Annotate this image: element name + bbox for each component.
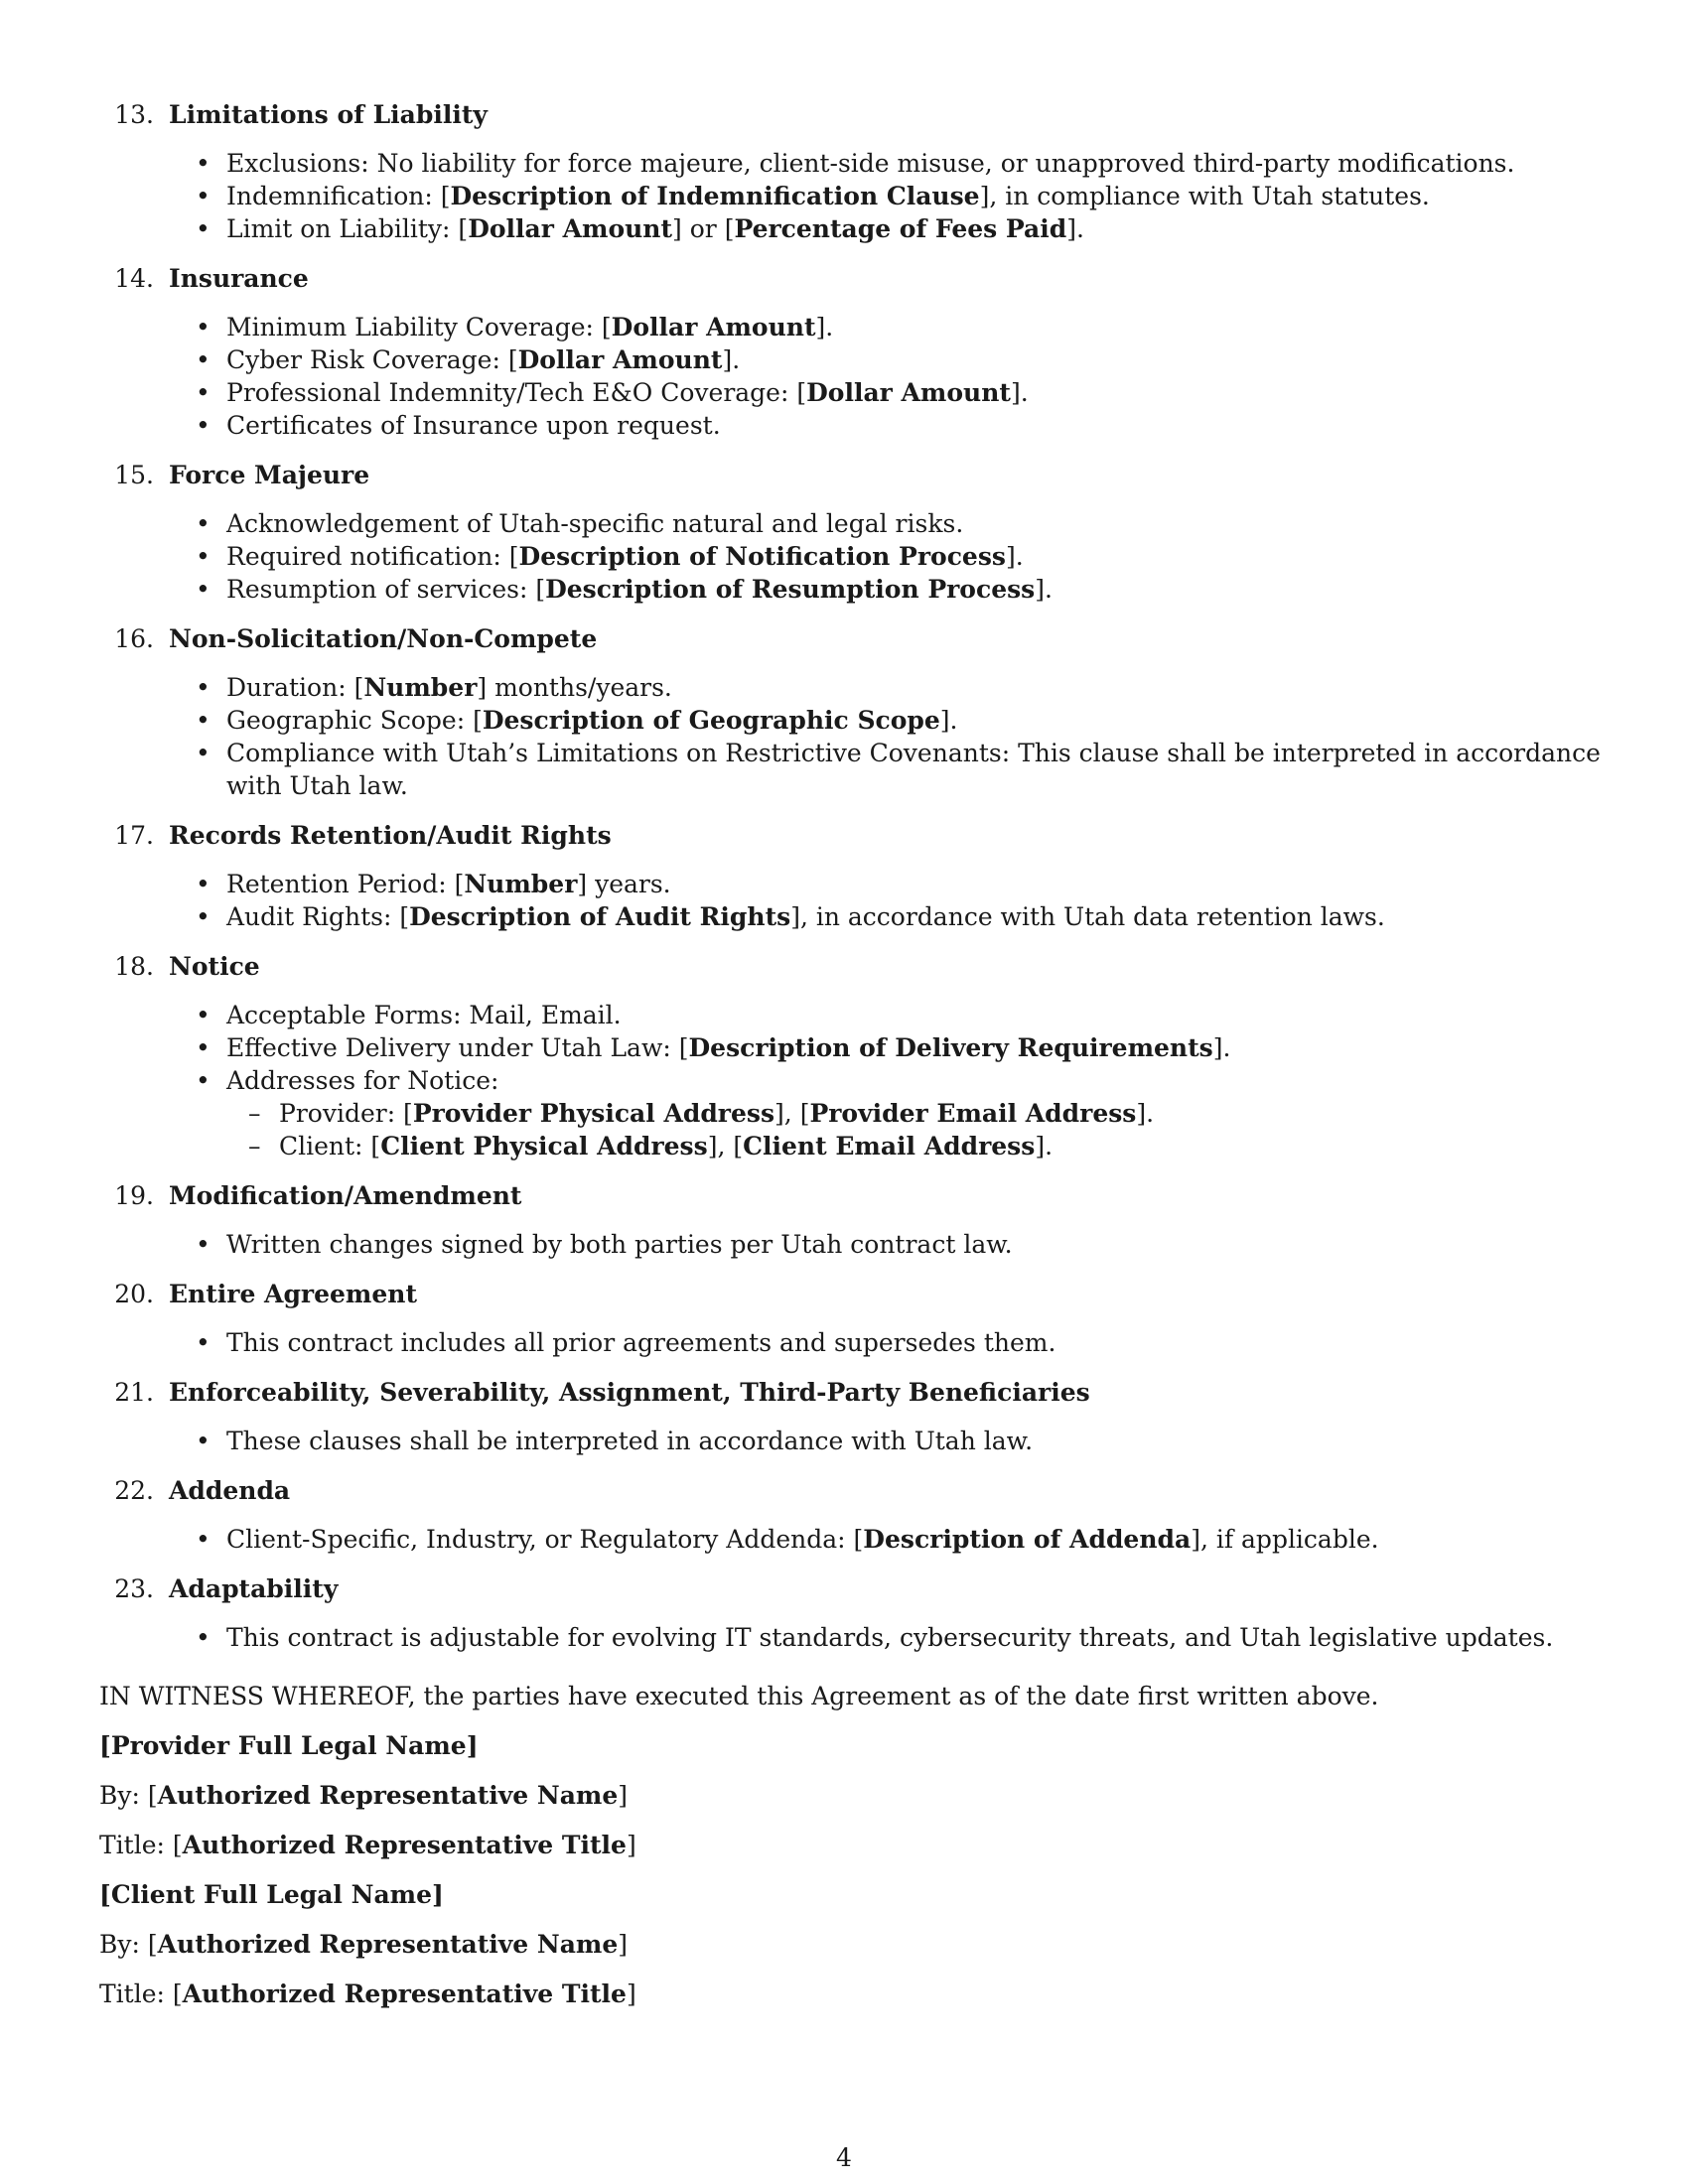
section-number: 23.	[114, 1574, 154, 1603]
text-run: ], in compliance with Utah statutes.	[979, 182, 1430, 210]
list-item	[104, 900, 1614, 933]
section-heading	[104, 819, 1614, 852]
text-run: By: [	[99, 1781, 158, 1810]
section-title: Entire Agreement	[169, 1280, 417, 1308]
bullet-icon: •	[196, 149, 211, 178]
list-item	[104, 507, 1614, 540]
text-run: Addresses for Notice:	[226, 1066, 499, 1095]
section-heading	[104, 622, 1614, 655]
client-title-line	[99, 1978, 1589, 2010]
bullet-icon: •	[196, 1033, 211, 1062]
text-run: Cyber Risk Coverage: [	[226, 345, 518, 374]
bullet-list	[104, 868, 1614, 933]
list-item	[104, 1621, 1614, 1654]
section-heading	[104, 1376, 1614, 1409]
bullet-list	[104, 1326, 1614, 1359]
bullet-icon: •	[196, 313, 211, 341]
list-item	[104, 573, 1614, 606]
list-item	[104, 1064, 1614, 1162]
section-23	[104, 1572, 1614, 1654]
section-title: Modification/Amendment	[169, 1181, 522, 1210]
section-heading	[104, 1278, 1614, 1310]
bullet-icon: •	[196, 1001, 211, 1029]
list-item	[104, 1523, 1614, 1556]
section-title: Insurance	[169, 264, 309, 293]
bullet-list	[104, 1621, 1614, 1654]
text-run: Limit on Liability: [	[226, 214, 469, 243]
section-16	[104, 622, 1614, 802]
text-run: ] months/years.	[477, 673, 672, 702]
section-title: Addenda	[169, 1476, 291, 1505]
text-run: Certificates of Insurance upon request.	[226, 411, 721, 440]
bullet-icon: •	[196, 214, 211, 243]
bullet-icon: •	[196, 902, 211, 931]
text-run: ].	[722, 345, 741, 374]
text-run: Title: [	[99, 1979, 183, 2008]
section-title: Enforceability, Severability, Assignment, Third-Party Beneficiaries	[169, 1378, 1090, 1407]
bullet-list	[104, 311, 1614, 442]
text-run: ], [	[774, 1099, 810, 1128]
bullet-list	[104, 999, 1614, 1162]
list-item	[104, 671, 1614, 704]
text-run: ]	[618, 1930, 629, 1959]
text-run: Compliance with Utah’s Limitations on Restrictive Covenants: This clause shall be interpreted in accordance with Utah law.	[226, 739, 1601, 800]
section-number: 15.	[114, 461, 154, 489]
text-run: ].	[1010, 378, 1029, 407]
placeholder-text: Description of Audit Rights	[409, 902, 791, 931]
list-item	[104, 212, 1614, 245]
client-name-line	[99, 1878, 1589, 1911]
bullet-icon: •	[196, 1328, 211, 1357]
placeholder-text: Authorized Representative Title	[182, 1979, 627, 2008]
bullet-icon: •	[196, 575, 211, 604]
section-heading	[104, 98, 1614, 131]
text-run: Geographic Scope: [	[226, 706, 483, 735]
bullet-list	[104, 671, 1614, 802]
text-run: Client: [	[279, 1132, 381, 1160]
list-item	[104, 704, 1614, 737]
placeholder-text: Description of Resumption Process	[545, 575, 1036, 604]
bullet-icon: •	[196, 1230, 211, 1259]
text-run: Written changes signed by both parties per Utah contract law.	[226, 1230, 1013, 1259]
text-run: ].	[1035, 1132, 1054, 1160]
provider-name-line	[99, 1729, 1589, 1762]
bullet-icon: •	[196, 542, 211, 571]
section-number: 13.	[114, 100, 154, 129]
text-run: Client-Specific, Industry, or Regulatory Addenda: [	[226, 1525, 864, 1554]
text-run: ] or [	[672, 214, 735, 243]
text-run: Acknowledgement of Utah-specific natural and legal risks.	[226, 509, 964, 538]
section-14	[104, 262, 1614, 442]
placeholder-text: Description of Addenda	[863, 1525, 1192, 1554]
provider-title-line	[99, 1829, 1589, 1861]
text-run: IN WITNESS WHEREOF, the parties have executed this Agreement as of the date first written above.	[99, 1682, 1379, 1710]
text-run: ]	[618, 1781, 629, 1810]
text-run: These clauses shall be interpreted in accordance with Utah law.	[226, 1427, 1034, 1455]
section-number: 18.	[114, 952, 154, 981]
list-item	[104, 147, 1614, 180]
placeholder-text: Number	[363, 673, 478, 702]
text-run: Retention Period: [	[226, 870, 465, 898]
section-title: Adaptability	[169, 1574, 339, 1603]
text-run: ], [	[707, 1132, 744, 1160]
text-run: By: [	[99, 1930, 158, 1959]
section-heading	[104, 1179, 1614, 1212]
text-run: ].	[1136, 1099, 1155, 1128]
bullet-icon: •	[196, 1623, 211, 1652]
section-number: 17.	[114, 821, 154, 850]
section-number: 16.	[114, 624, 154, 653]
section-22	[104, 1474, 1614, 1556]
text-run: This contract includes all prior agreements and supersedes them.	[226, 1328, 1056, 1357]
page-number: 4	[836, 2143, 852, 2172]
text-run: ].	[1035, 575, 1053, 604]
section-15	[104, 459, 1614, 606]
bullet-icon: •	[196, 411, 211, 440]
witness-statement	[99, 1680, 1589, 1712]
bullet-icon: •	[196, 739, 211, 767]
bullet-icon: •	[196, 1525, 211, 1554]
placeholder-text: Provider Email Address	[809, 1099, 1137, 1128]
section-20	[104, 1278, 1614, 1359]
placeholder-text: Number	[464, 870, 578, 898]
dash-icon: –	[248, 1132, 261, 1160]
section-17	[104, 819, 1614, 933]
text-run: This contract is adjustable for evolving IT standards, cybersecurity threats, and Utah legislative updates.	[226, 1623, 1554, 1652]
dash-icon: –	[248, 1099, 261, 1128]
provider-by-line	[99, 1779, 1589, 1812]
sub-list-item	[226, 1097, 1614, 1130]
section-title: Limitations of Liability	[169, 100, 488, 129]
text-run: Acceptable Forms: Mail, Email.	[226, 1001, 622, 1029]
text-run: ]	[626, 1831, 636, 1859]
text-run: ]	[626, 1979, 636, 2008]
section-13	[104, 98, 1614, 245]
list-item	[104, 999, 1614, 1031]
sub-list-item	[226, 1130, 1614, 1162]
list-item	[104, 1425, 1614, 1457]
bullet-icon: •	[196, 182, 211, 210]
bullet-list	[104, 507, 1614, 606]
text-run: Provider: [	[279, 1099, 413, 1128]
text-run: Professional Indemnity/Tech E&O Coverage: [	[226, 378, 807, 407]
section-title: Records Retention/Audit Rights	[169, 821, 612, 850]
section-heading	[104, 262, 1614, 295]
section-title: Notice	[169, 952, 260, 981]
text-run: ], if applicable.	[1191, 1525, 1379, 1554]
placeholder-text: [Provider Full Legal Name]	[99, 1731, 479, 1760]
bullet-list	[104, 1425, 1614, 1457]
placeholder-text: Client Physical Address	[380, 1132, 708, 1160]
text-run: Minimum Liability Coverage: [	[226, 313, 612, 341]
section-19	[104, 1179, 1614, 1261]
text-run: Resumption of services: [	[226, 575, 546, 604]
list-item	[104, 180, 1614, 212]
text-run: Title: [	[99, 1831, 183, 1859]
section-number: 20.	[114, 1280, 154, 1308]
bullet-list	[104, 147, 1614, 245]
client-by-line	[99, 1928, 1589, 1961]
list-item	[104, 737, 1614, 802]
list-item	[104, 1326, 1614, 1359]
placeholder-text: Description of Notification Process	[518, 542, 1006, 571]
placeholder-text: Dollar Amount	[806, 378, 1011, 407]
bullet-list	[104, 1228, 1614, 1261]
text-run: Duration: [	[226, 673, 364, 702]
section-title: Force Majeure	[169, 461, 370, 489]
list-item	[104, 868, 1614, 900]
placeholder-text: Client Email Address	[743, 1132, 1036, 1160]
placeholder-text: Dollar Amount	[517, 345, 723, 374]
section-number: 21.	[114, 1378, 154, 1407]
text-run: Indemnification: [	[226, 182, 451, 210]
placeholder-text: Authorized Representative Name	[157, 1930, 619, 1959]
text-run: ].	[815, 313, 834, 341]
placeholder-text: Percentage of Fees Paid	[734, 214, 1067, 243]
list-item	[104, 1031, 1614, 1064]
placeholder-text: [Client Full Legal Name]	[99, 1880, 444, 1909]
section-title: Non-Solicitation/Non-Compete	[169, 624, 598, 653]
list-item	[104, 343, 1614, 376]
section-heading	[104, 1572, 1614, 1605]
placeholder-text: Dollar Amount	[611, 313, 816, 341]
placeholder-text: Authorized Representative Title	[182, 1831, 627, 1859]
text-run: Effective Delivery under Utah Law: [	[226, 1033, 689, 1062]
bullet-icon: •	[196, 706, 211, 735]
placeholder-text: Authorized Representative Name	[157, 1781, 619, 1810]
placeholder-text: Description of Indemnification Clause	[450, 182, 980, 210]
placeholder-text: Description of Geographic Scope	[482, 706, 940, 735]
sub-list	[226, 1097, 1614, 1162]
section-heading	[104, 950, 1614, 983]
text-run: Exclusions: No liability for force majeure, client-side misuse, or unapproved third-party modifications.	[226, 149, 1515, 178]
list-item	[104, 409, 1614, 442]
section-18	[104, 950, 1614, 1162]
text-run: ].	[1212, 1033, 1231, 1062]
list-item	[104, 1228, 1614, 1261]
section-number: 14.	[114, 264, 154, 293]
bullet-icon: •	[196, 378, 211, 407]
bullet-icon: •	[196, 1427, 211, 1455]
list-item	[104, 311, 1614, 343]
text-run: ].	[1066, 214, 1084, 243]
bullet-icon: •	[196, 345, 211, 374]
section-number: 22.	[114, 1476, 154, 1505]
list-item	[104, 540, 1614, 573]
bullet-list	[104, 1523, 1614, 1556]
text-run: Required notification: [	[226, 542, 519, 571]
list-item	[104, 376, 1614, 409]
section-number: 19.	[114, 1181, 154, 1210]
signature-block	[99, 1680, 1589, 2027]
bullet-icon: •	[196, 673, 211, 702]
placeholder-text: Description of Delivery Requirements	[688, 1033, 1213, 1062]
bullet-icon: •	[196, 509, 211, 538]
bullet-icon: •	[196, 870, 211, 898]
text-run: Audit Rights: [	[226, 902, 410, 931]
text-run: ], in accordance with Utah data retention laws.	[790, 902, 1385, 931]
text-run: ].	[939, 706, 958, 735]
section-21	[104, 1376, 1614, 1457]
section-heading	[104, 1474, 1614, 1507]
bullet-icon: •	[196, 1066, 211, 1095]
section-heading	[104, 459, 1614, 491]
placeholder-text: Dollar Amount	[468, 214, 673, 243]
text-run: ].	[1005, 542, 1024, 571]
placeholder-text: Provider Physical Address	[412, 1099, 775, 1128]
contract-sections	[104, 98, 1614, 1671]
text-run: ] years.	[577, 870, 671, 898]
